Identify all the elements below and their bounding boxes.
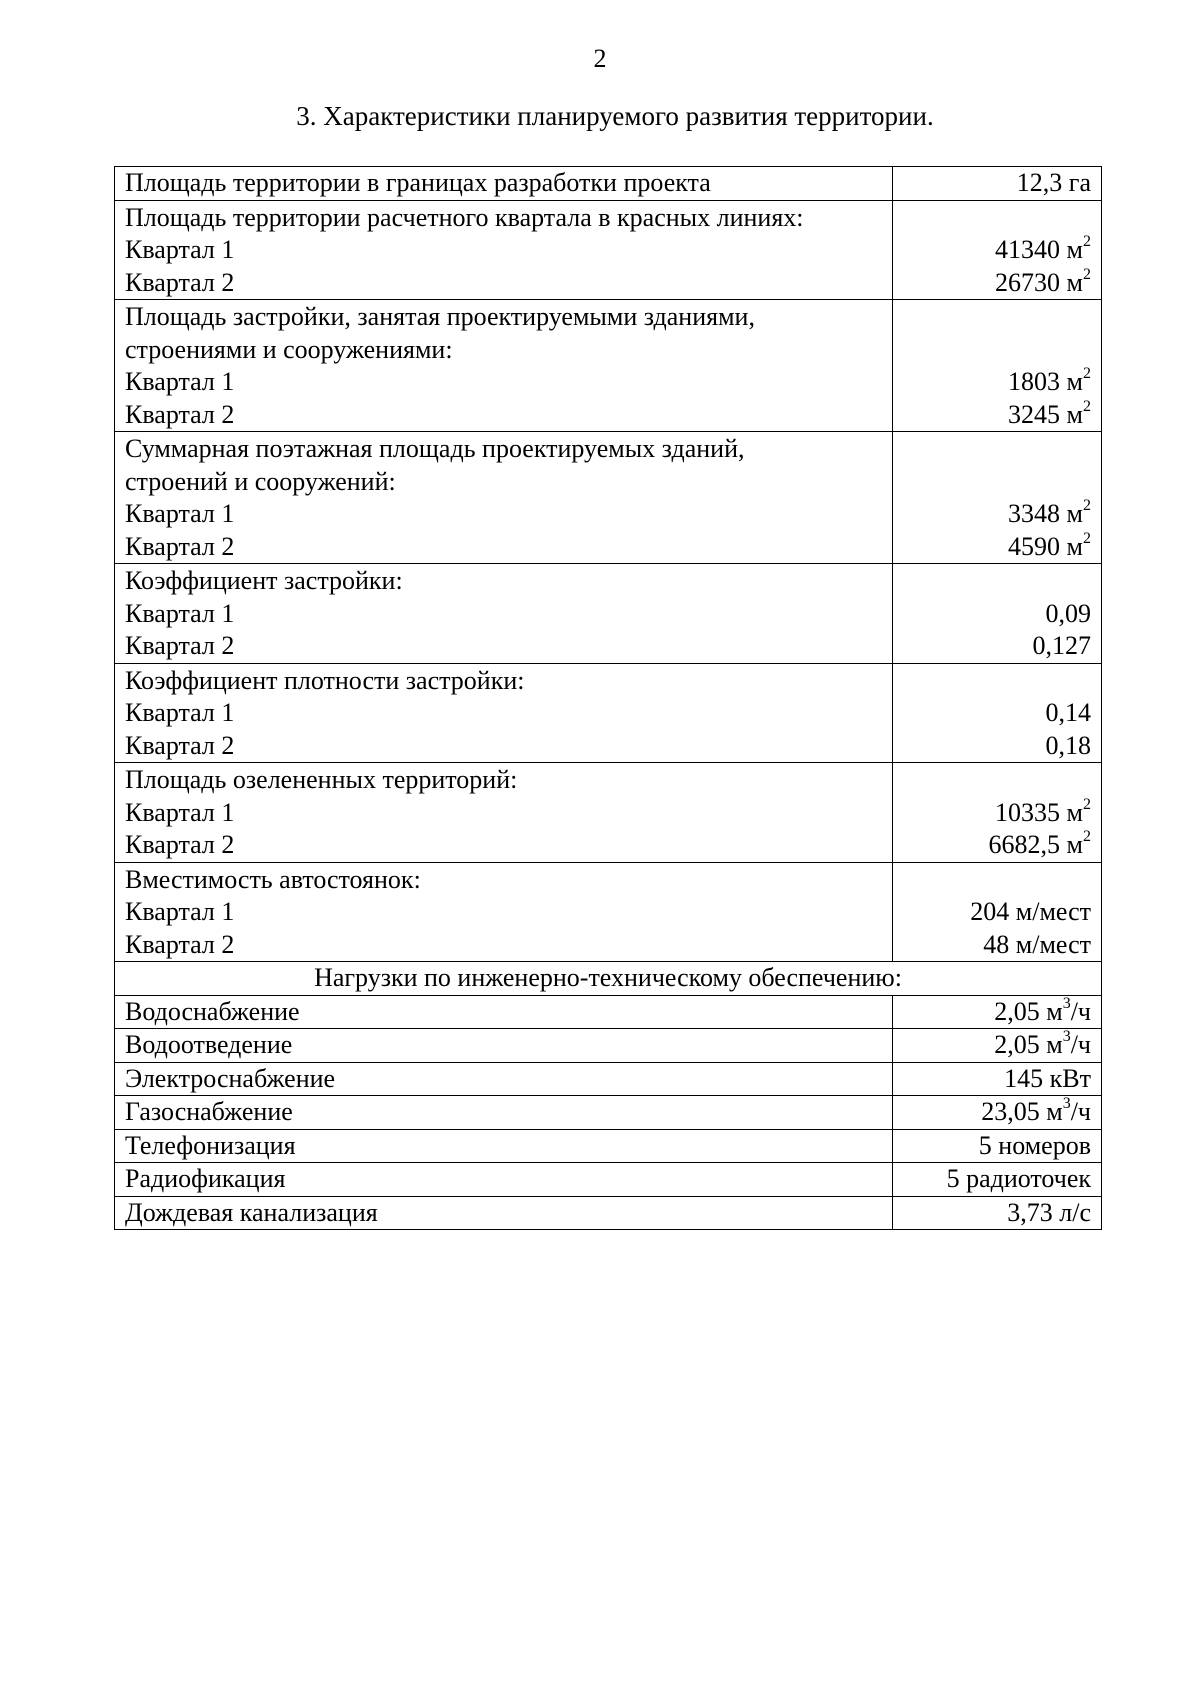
telephone-value: 5 номеров: [893, 1129, 1102, 1163]
density-coef-q1-value: 0,14: [1045, 698, 1091, 727]
block-area-q1-label: Квартал 1: [125, 235, 235, 264]
floor-area-q1-label: Квартал 1: [125, 499, 235, 528]
green-area-q1-label: Квартал 1: [125, 797, 235, 827]
table-row-block-area: [115, 200, 1102, 300]
power-value: 145 кВт: [893, 1062, 1102, 1096]
table-row-radio: [115, 1163, 1102, 1197]
radio-value: 5 радиоточек: [893, 1163, 1102, 1197]
build-coef-q1-value: 0,09: [1045, 598, 1091, 628]
built-area-label-line1: Площадь застройки, занятая проектируемыми зданиями,: [125, 302, 755, 331]
built-area-q2-value: 3245 $м^2$: [1008, 397, 1091, 429]
table-row-water-supply: [115, 995, 1102, 1029]
power-label: Электроснабжение: [115, 1062, 893, 1096]
density-coef-label: Коэффициент плотности застройки:: [125, 665, 525, 695]
build-coef-q2-label: Квартал 2: [125, 631, 235, 660]
storm-sewer-value: 3,73 л/с: [893, 1196, 1102, 1230]
project-area-label: Площадь территории в границах разработки проекта: [115, 167, 893, 201]
parking-q1-value: 204 м/мест: [970, 897, 1091, 926]
floor-area-q2-label: Квартал 2: [125, 531, 235, 561]
table-row-parking: [115, 862, 1102, 962]
parking-q1-label: Квартал 1: [125, 897, 235, 926]
build-coef-label: Коэффициент застройки:: [125, 566, 403, 595]
green-area-label: Площадь озелененных территорий:: [125, 765, 518, 794]
table-row-power: [115, 1062, 1102, 1096]
build-coef-q1-label: Квартал 1: [125, 598, 235, 628]
loads-heading: Нагрузки по инженерно-техническому обеспечению:: [115, 962, 1102, 996]
section-heading: 3. Характеристики планируемого развития территории.: [296, 101, 934, 131]
green-area-q1-value: 10335 $м^2$: [995, 795, 1091, 827]
build-coef-q2-value: 0,127: [1032, 631, 1091, 660]
table-row-gas: [115, 1096, 1102, 1130]
page-number: 2: [593, 44, 607, 73]
density-coef-q2-value: 0,18: [1045, 730, 1091, 760]
built-area-label-line2: строениями и сооружениями:: [125, 334, 453, 364]
table-row-telephone: [115, 1129, 1102, 1163]
built-area-q1-label: Квартал 1: [125, 367, 235, 396]
parking-q2-label: Квартал 2: [125, 929, 235, 959]
storm-sewer-label: Дождевая канализация: [115, 1196, 893, 1230]
built-area-q2-label: Квартал 2: [125, 399, 235, 429]
table-row-storm-sewer: [115, 1196, 1102, 1230]
water-supply-label: Водоснабжение: [115, 995, 893, 1029]
floor-area-label-line1: Суммарная поэтажная площадь проектируемых зданий,: [125, 434, 745, 463]
floor-area-q2-value: 4590 $м^2$: [1008, 529, 1091, 561]
block-area-label: Площадь территории расчетного квартала в красных линиях:: [125, 202, 804, 232]
water-disposal-label: Водоотведение: [115, 1029, 893, 1063]
table-row-water-disposal: [115, 1029, 1102, 1063]
telephone-label: Телефонизация: [115, 1129, 893, 1163]
table-row-built-area: [115, 300, 1102, 432]
parking-label: Вместимость автостоянок:: [125, 864, 421, 894]
characteristics-table: [114, 166, 1102, 1230]
block-area-q2-label: Квартал 2: [125, 267, 235, 297]
table-row-project-area: [115, 167, 1102, 201]
green-area-q2-label: Квартал 2: [125, 830, 235, 859]
project-area-value: 12,3 га: [893, 167, 1102, 201]
density-coef-q2-label: Квартал 2: [125, 730, 235, 760]
table-row-green-area: [115, 763, 1102, 863]
table-row-build-coef: [115, 564, 1102, 664]
green-area-q2-value: 6682,5 $м^2$: [988, 828, 1091, 859]
table-row-floor-area: [115, 432, 1102, 564]
density-coef-q1-label: Квартал 1: [125, 698, 235, 727]
block-area-q2-value: 26730 $м^2$: [995, 265, 1091, 297]
block-area-q1-value: 41340 $м^2$: [995, 233, 1091, 264]
water-disposal-value: 2,05 $м^3/ч$: [893, 1029, 1102, 1063]
built-area-q1-value: 1803 $м^2$: [1008, 365, 1091, 396]
floor-area-q1-value: 3348 $м^2$: [1008, 497, 1091, 528]
water-supply-value: 2,05 $м^3/ч$: [893, 995, 1102, 1029]
gas-label: Газоснабжение: [115, 1096, 893, 1130]
gas-value: 23,05 $м^3/ч$: [893, 1096, 1102, 1130]
parking-q2-value: 48 м/мест: [983, 929, 1091, 959]
table-row-density-coef: [115, 663, 1102, 763]
floor-area-label-line2: строений и сооружений:: [125, 466, 396, 496]
table-row-loads-heading: [115, 962, 1102, 996]
radio-label: Радиофикация: [115, 1163, 893, 1197]
